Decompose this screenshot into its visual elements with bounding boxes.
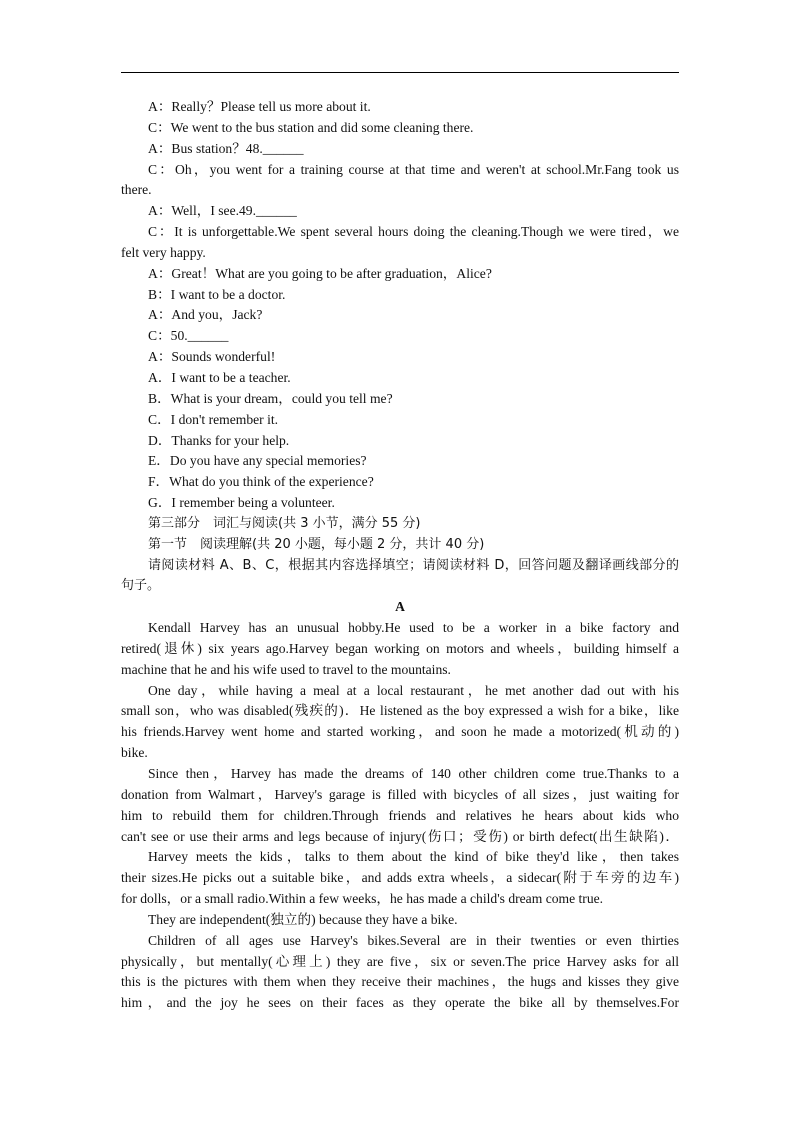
option-g: G．I remember being a volunteer. [148, 495, 335, 511]
dialogue-line: C：Oh，you went for a training course at that time and weren't at school.Mr.Fang took us [148, 161, 679, 177]
passage-line: his friends.Harvey went home and started working，and soon he made a motorized(机动的) [121, 724, 679, 740]
passage-line: Children of all ages use Harvey's bikes.Several are in their twenties or even thirties [148, 932, 679, 948]
passage-line: their sizes.He picks out a suitable bike，and adds extra wheels，a sidecar(附于车旁的边车) [121, 870, 679, 886]
dialogue-line: there. [121, 182, 152, 198]
instruction-line: 请阅读材料 A、B、C，根据其内容选择填空；请阅读材料 D，回答问题及翻译画线部分的 [148, 557, 679, 573]
passage-line: Kendall Harvey has an unusual hobby.He used to be a worker in a bike factory and [148, 620, 679, 636]
dialogue-line: felt very happy. [121, 244, 206, 260]
option-c: C．I don't remember it. [148, 411, 279, 427]
option-d: D．Thanks for your help. [148, 432, 290, 448]
passage-line: for dolls，or a small radio.Within a few weeks，he has made a child's dream come true. [121, 891, 604, 907]
dialogue-line: A：Great！What are you going to be after graduation，Alice? [148, 265, 492, 281]
passage-line: Since then，Harvey has made the dreams of 140 other children come true.Thanks to a [148, 766, 679, 781]
passage-a [121, 618, 679, 1014]
passage-line: retired(退休) six years ago.Harvey began working on motors and wheels，building himself a [121, 640, 679, 656]
option-f: F．What do you think of the experience? [148, 474, 374, 490]
passage-line: They are independent(独立的) because they have a bike. [148, 911, 458, 927]
header-rule [121, 72, 679, 73]
dialogue-line: A：Well，I see.49.______ [148, 203, 297, 219]
part3-heading: 第三部分 词汇与阅读(共 3 小节，满分 55 分) [148, 515, 421, 531]
document-page [121, 97, 679, 1014]
passage-line: donation from Walmart，Harvey's garage is filled with bicycles of all sizes，just waiting for [121, 786, 679, 802]
dialogue-line: C：We went to the bus station and did some cleaning there. [148, 119, 474, 135]
passage-line: this is the pictures with them when they receive their machines，the hugs and kisses they give [121, 974, 679, 990]
section1-heading: 第一节 阅读理解(共 20 小题，每小题 2 分，共计 40 分) [148, 536, 485, 552]
dialogue-line: B：I want to be a doctor. [148, 286, 286, 302]
passage-line: him，and the joy he sees on their faces as they operate the bike all by themselves.For [121, 995, 679, 1011]
dialogue-line: A：Sounds wonderful! [148, 349, 276, 365]
passage-line: bike. [121, 745, 148, 761]
answer-options [121, 368, 679, 514]
option-b: B．What is your dream，could you tell me? [148, 390, 393, 406]
dialogue-line: C：50.______ [148, 328, 229, 344]
passage-line: can't see or use their arms and legs because of injury(伤口；受伤) or birth defect(出生缺陷)． [121, 828, 679, 844]
passage-line: him to rebuild them for children.Through friends and relatives he hears about kids who [121, 807, 679, 823]
dialogue-line: C：It is unforgettable.We spent several hours doing the cleaning.Though we were tired，we [148, 224, 679, 240]
option-a: A．I want to be a teacher. [148, 369, 291, 385]
instruction-line: 句子。 [121, 578, 161, 594]
option-e: E．Do you have any special memories? [148, 453, 367, 469]
dialogue [121, 97, 679, 368]
dialogue-line: A：Really？Please tell us more about it. [148, 99, 371, 114]
passage-line: small son，who was disabled(残疾的)．He listened as the boy expressed a wish for a bike，like [121, 703, 679, 719]
passage-title: A [395, 599, 405, 615]
passage-line: Harvey meets the kids，talks to them about the kind of bike they'd like，then takes [148, 849, 679, 865]
passage-line: One day，while having a meal at a local restaurant，he met another dad out with his [148, 682, 679, 698]
passage-line: physically，but mentally(心理上) they are five，six or seven.The price Harvey asks for all [121, 953, 679, 969]
dialogue-line: A：Bus station？48.______ [148, 140, 304, 156]
passage-line: machine that he and his wife used to travel to the mountains. [121, 661, 451, 677]
dialogue-line: A：And you，Jack? [148, 307, 263, 323]
